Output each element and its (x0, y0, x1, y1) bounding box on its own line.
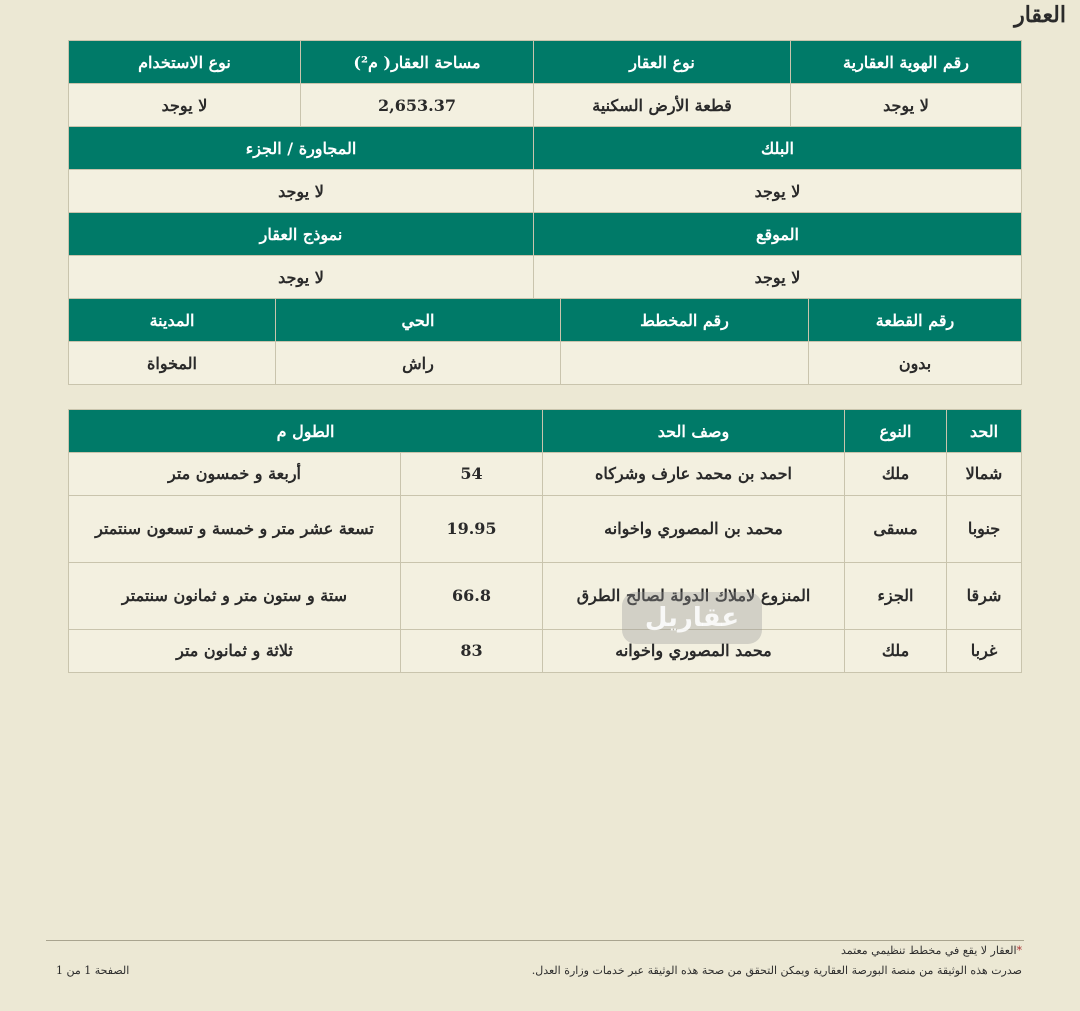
boundary-length: 19.95 (401, 496, 543, 563)
footer-note (841, 944, 1022, 957)
value-block: لا يوجد (534, 170, 1022, 213)
header-length: الطول م (69, 410, 543, 453)
boundary-side: شرقا (947, 563, 1022, 630)
header-usage-type: نوع الاستخدام (69, 41, 301, 84)
header-property-area: مساحة العقار( م²) (301, 41, 534, 84)
property-header-row-2 (69, 127, 1022, 170)
header-location: الموقع (534, 213, 1022, 256)
boundary-length: 83 (401, 630, 543, 673)
boundary-length-words: تسعة عشر متر و خمسة و تسعون سنتمتر (69, 496, 401, 563)
footer-note-text: العقار لا يقع في مخطط تنظيمي معتمد (841, 944, 1017, 957)
property-value-row-2 (69, 170, 1022, 213)
page-number: الصفحة 1 من 1 (56, 964, 130, 977)
header-plan-number: رقم المخطط (561, 299, 809, 342)
value-city: المخواة (69, 342, 276, 385)
value-property-area: 2,653.37 (301, 84, 534, 127)
plot-table (68, 298, 1022, 385)
header-property-type: نوع العقار (534, 41, 791, 84)
boundary-type: مسقى (845, 496, 947, 563)
header-neighborhood-part: المجاورة / الجزء (69, 127, 534, 170)
boundary-length: 66.8 (401, 563, 543, 630)
boundary-description: المنزوع لاملاك الدولة لصالح الطرق (543, 563, 845, 630)
header-boundary-type: النوع (845, 410, 947, 453)
boundary-row (69, 563, 1022, 630)
property-header-row-3 (69, 213, 1022, 256)
value-district: راش (276, 342, 561, 385)
value-property-type: قطعة الأرض السكنية (534, 84, 791, 127)
boundaries-header-row (69, 410, 1022, 453)
boundary-type: ملك (845, 453, 947, 496)
header-plot-number: رقم القطعة (809, 299, 1022, 342)
header-boundary-description: وصف الحد (543, 410, 845, 453)
value-location: لا يوجد (534, 256, 1022, 299)
boundary-description: محمد بن المصوري واخوانه (543, 496, 845, 563)
boundary-type: ملك (845, 630, 947, 673)
boundary-side: جنوبا (947, 496, 1022, 563)
value-property-id: لا يوجد (791, 84, 1022, 127)
boundary-row (69, 496, 1022, 563)
value-plan-number (561, 342, 809, 385)
boundary-length-words: أربعة و خمسون متر (69, 453, 401, 496)
boundary-row (69, 630, 1022, 673)
boundaries-table (68, 409, 1022, 673)
boundary-description: احمد بن محمد عارف وشركاه (543, 453, 845, 496)
value-usage-type: لا يوجد (69, 84, 301, 127)
header-district: الحي (276, 299, 561, 342)
property-value-row-1 (69, 84, 1022, 127)
property-header-row-1 (69, 41, 1022, 84)
header-city: المدينة (69, 299, 276, 342)
header-property-id: رقم الهوية العقارية (791, 41, 1022, 84)
boundary-description: محمد المصوري واخوانه (543, 630, 845, 673)
boundary-row (69, 453, 1022, 496)
watermark-logo: عقاريل (622, 592, 762, 644)
value-plot-number: بدون (809, 342, 1022, 385)
header-block: البلك (534, 127, 1022, 170)
header-property-model: نموذج العقار (69, 213, 534, 256)
header-boundary: الحد (947, 410, 1022, 453)
value-property-model: لا يوجد (69, 256, 534, 299)
section-title: العقار (1014, 2, 1066, 28)
boundary-length: 54 (401, 453, 543, 496)
footer-issuance-note: صدرت هذه الوثيقة من منصة البورصة العقارية ويمكن التحقق من صحة هذه الوثيقة عبر خدمات وزارة العدل. (531, 964, 1022, 977)
boundary-length-words: ثلاثة و ثمانون متر (69, 630, 401, 673)
boundary-length-words: ستة و ستون متر و ثمانون سنتمتر (69, 563, 401, 630)
boundary-side: غربا (947, 630, 1022, 673)
footnote-star: * (1016, 944, 1022, 957)
boundary-side: شمالا (947, 453, 1022, 496)
plot-value-row (69, 342, 1022, 385)
property-value-row-3 (69, 256, 1022, 299)
footer-divider (46, 940, 1024, 941)
value-neighborhood-part: لا يوجد (69, 170, 534, 213)
property-table (68, 40, 1022, 299)
plot-header-row (69, 299, 1022, 342)
boundary-type: الجزء (845, 563, 947, 630)
